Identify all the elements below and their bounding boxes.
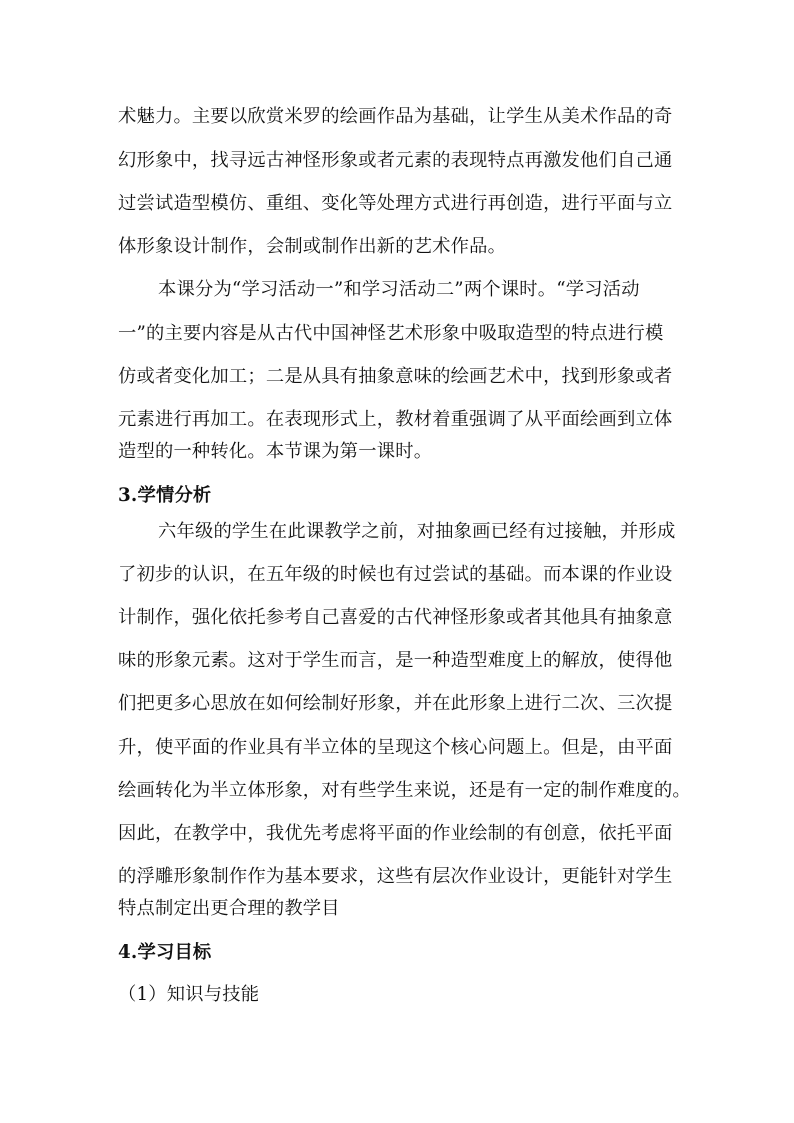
paragraph2-line: 元素进行再加工。在表现形式上，教材着重强调了从平面绘画到立体 xyxy=(118,409,673,430)
section-heading-4: 4.学习目标 xyxy=(118,942,212,963)
paragraph1-line: 幻形象中，找寻远古神怪形象或者元素的表现特点再激发他们自己通 xyxy=(118,150,673,171)
paragraph3-line: 升，使平面的作业具有半立体的呈现这个核心问题上。但是，由平面 xyxy=(118,737,673,758)
paragraph3-line: 们把更多心思放在如何绘制好形象，并在此形象上进行二次、三次提 xyxy=(118,693,673,714)
paragraph3-line: 计制作，强化依托参考自己喜爱的古代神怪形象或者其他具有抽象意 xyxy=(118,607,673,628)
paragraph1-line: 过尝试造型模仿、重组、变化等处理方式进行再创造，进行平面与立 xyxy=(118,193,673,214)
paragraph3-line: 的浮雕形象制作作为基本要求，这些有层次作业设计，更能针对学生 xyxy=(118,866,673,887)
paragraph3-line: 味的形象元素。这对于学生而言，是一种造型难度上的解放，使得他 xyxy=(118,650,673,671)
paragraph1-line: 体形象设计制作，会制或制作出新的艺术作品。 xyxy=(118,236,507,257)
paragraph3-line: 因此，在教学中，我优先考虑将平面的作业绘制的有创意，依托平面 xyxy=(118,823,673,844)
paragraph2-line: 造型的一种转化。本节课为第一课时。 xyxy=(118,441,433,462)
paragraph2-line: 仿或者变化加工；二是从具有抽象意味的绘画艺术中，找到形象或者 xyxy=(118,366,673,387)
section-heading-3: 3.学情分析 xyxy=(118,485,212,506)
paragraph1-line: 术魅力。主要以欣赏米罗的绘画作品为基础，让学生从美术作品的奇 xyxy=(118,106,673,127)
paragraph3-line: 特点制定出更合理的教学目 xyxy=(118,898,340,919)
paragraph3-line: 了初步的认识，在五年级的时候也有过尝试的基础。而本课的作业设 xyxy=(118,564,673,585)
subsection-heading: （1）知识与技能 xyxy=(118,984,260,1005)
paragraph2-line: 一”的主要内容是从古代中国神怪艺术形象中吸取造型的特点进行模 xyxy=(118,323,664,344)
paragraph3-line: 绘画转化为半立体形象，对有些学生来说，还是有一定的制作难度的。 xyxy=(118,780,691,801)
paragraph3-line: 六年级的学生在此课教学之前，对抽象画已经有过接触，并形成 xyxy=(158,521,676,542)
paragraph2-line: 本课分为“学习活动一”和学习活动二”两个课时。“学习活动 xyxy=(158,279,640,300)
